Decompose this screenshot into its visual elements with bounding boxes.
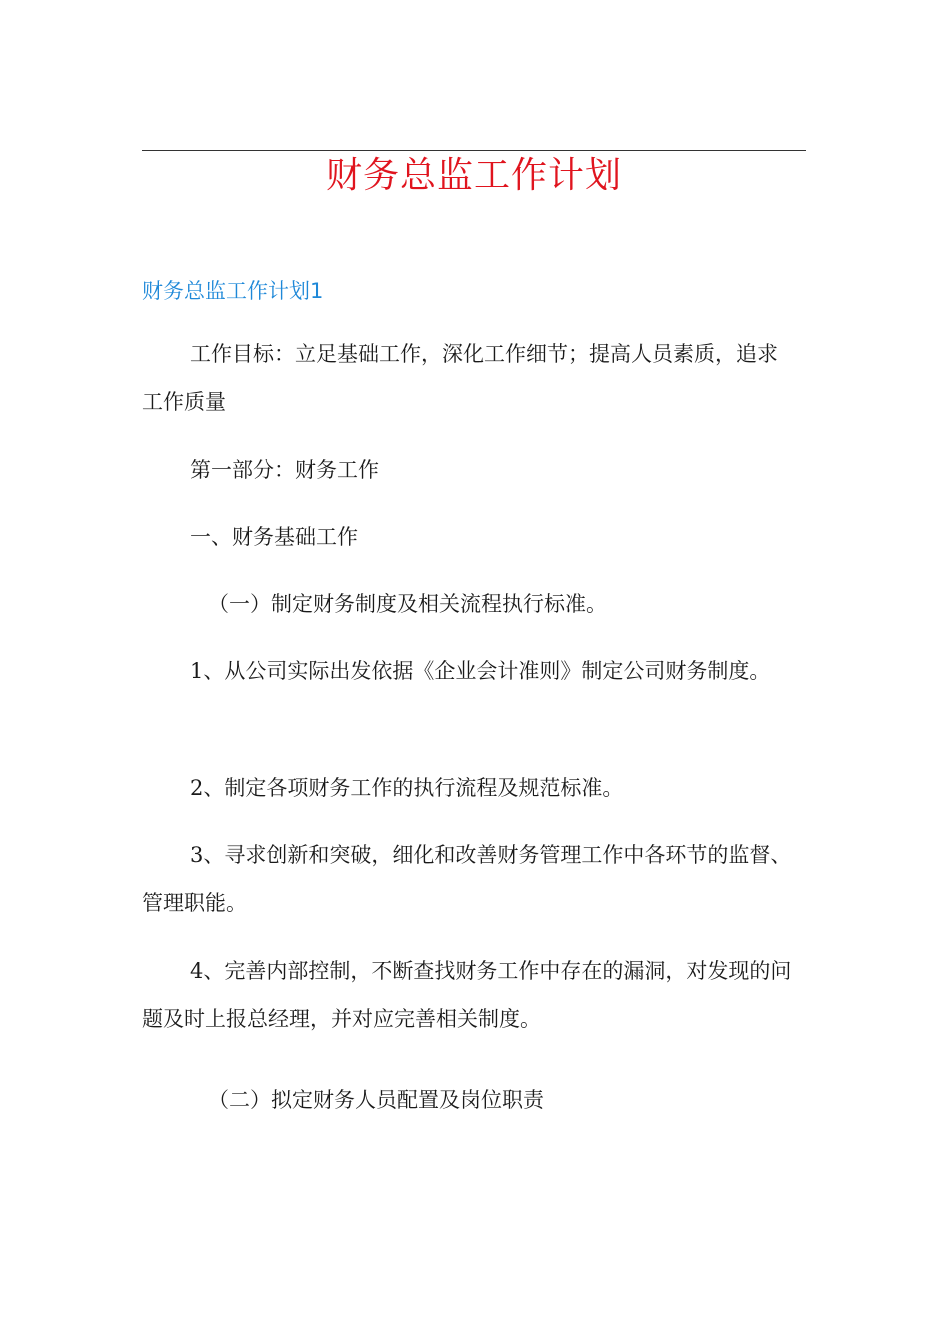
paragraph-subsection-2: （二）拟定财务人员配置及岗位职责 bbox=[208, 1088, 544, 1112]
section-heading: 财务总监工作计划1 bbox=[142, 279, 324, 303]
paragraph-part-one: 第一部分：财务工作 bbox=[190, 458, 379, 482]
paragraph-work-goal: 工作目标：立足基础工作，深化工作细节；提高人员素质，追求工作质量 bbox=[142, 342, 778, 414]
paragraph-item-3: 3、寻求创新和突破，细化和改善财务管理工作中各环节的监督、管理职能。 bbox=[142, 843, 792, 915]
paragraph-item-2: 2、制定各项财务工作的执行流程及规范标准。 bbox=[190, 776, 624, 800]
paragraph-item-4: 4、完善内部控制，不断查找财务工作中存在的漏洞，对发现的问题及时上报总经理，并对应完善相关制度。 bbox=[142, 959, 792, 1031]
paragraph-item-1: 1、从公司实际出发依据《企业会计准则》制定公司财务制度。 bbox=[190, 659, 771, 683]
paragraph-subsection-1: （一）制定财务制度及相关流程执行标准。 bbox=[208, 592, 607, 616]
paragraph-finance-basics: 一、财务基础工作 bbox=[190, 525, 358, 549]
document-title: 财务总监工作计划 bbox=[325, 155, 622, 196]
